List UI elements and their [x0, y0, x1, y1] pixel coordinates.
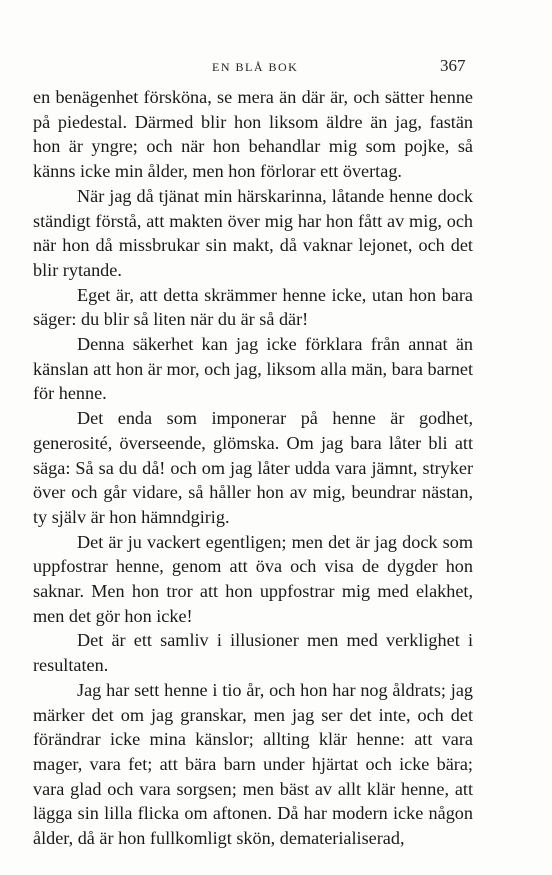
paragraph: Det är ju vackert egentligen; men det är jag dock som uppfostrar henne, genom att öva och visa de dygder hon saknar. Men hon tror att hon uppfostrar mig med elakhet, men det gör hon icke! — [33, 531, 473, 626]
paragraph: Det är ett samliv i illusioner men med verklighet i resultaten. — [33, 630, 473, 676]
running-head-title: EN BLÅ BOK — [212, 60, 299, 74]
paragraph: Jag har sett henne i tio år, och hon har nog åldrats; jag märker det om jag granskar, men jag ser det inte, och det förändrar icke mina känslor; allting klär henne: att vara mager, vara fet; att bära barn under hjärtat och icke bära; vara glad och vara sorgsen; men bäst av allt klär henne, att lägga sin lilla flicka om aftonen. Då har modern icke någon ålder, då är hon fullkomligt skön, dematerialiserad, — [33, 679, 473, 849]
paragraph-continuation: en benägenhet försköna, se mera än där är, och sätter henne på piedestal. Därmed blir hon liksom äldre än jag, fastän hon är yngre; och när hon behandlar mig som pojke, så känns icke min ålder, men hon förlorar ett övertag. — [33, 87, 473, 182]
paragraph: Eget är, att detta skrämmer henne icke, utan hon bara säger: du blir så liten när du är så där! — [33, 284, 473, 330]
paragraph: Denna säkerhet kan jag icke förklara från annat än känslan att hon är mor, och jag, liksom alla män, bara barnet för henne. — [33, 334, 473, 404]
paragraph: När jag då tjänat min härskarinna, låtande henne dock ständigt förstå, att makten över mig har hon fått av mig, och när hon då missbrukar sin makt, då vaknar lejonet, och det blir rytande. — [33, 185, 473, 280]
body-text — [33, 85, 473, 851]
paragraph: Det enda som imponerar på henne är godhet, generosité, överseende, glömska. Om jag bara låter bli att säga: Så sa du då! och om jag låter udda vara jämnt, stryker över och går vidare, så håller hon av mig, beundrar nästan, ty själv är hon hämndgirig. — [33, 408, 473, 527]
page-number: 367 — [440, 56, 466, 75]
